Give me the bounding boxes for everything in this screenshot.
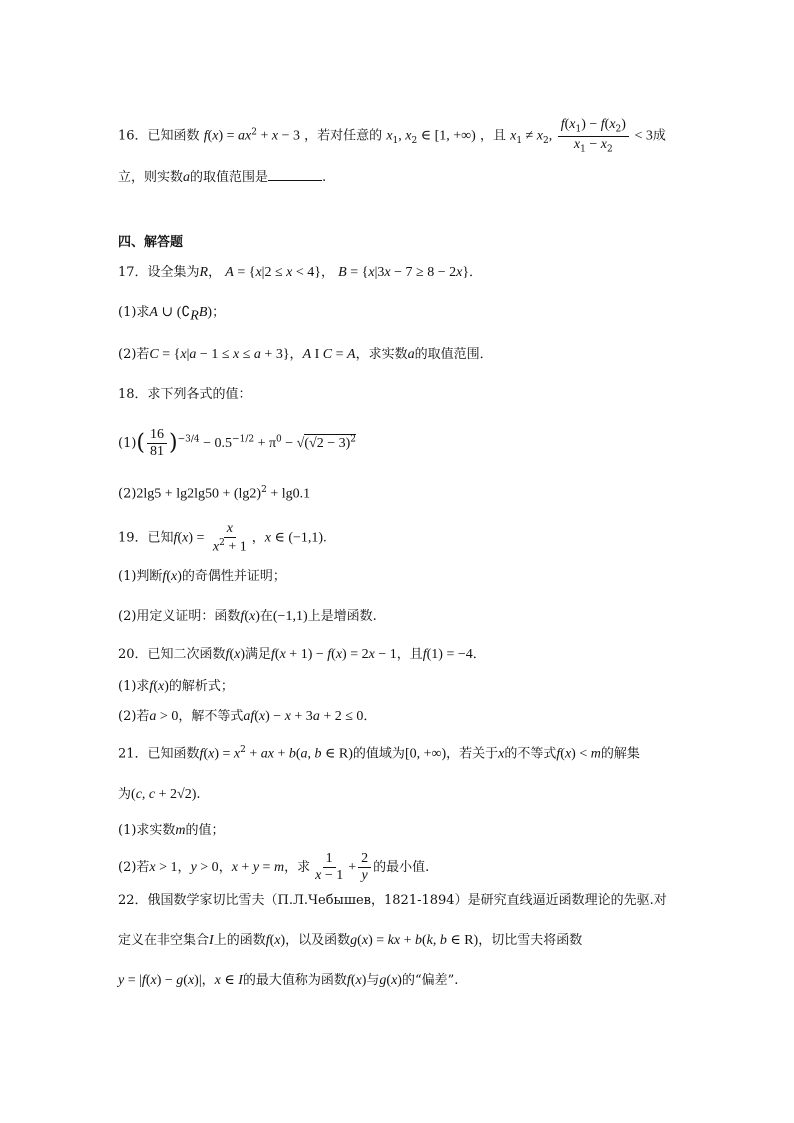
question-16: 16．已知函数 $f(x) = ax^2 + x - 3$ ，若对任意的 $x_1$, $x_2$ ∈ [1, +∞) ，且 $x_1 \ne x_2$, $\frac{f(x_1) - f(x_2)}{x_1 - x_2}$ < 3成 xyxy=(118,117,666,155)
q22-line3-text-d: 的“偏差”. xyxy=(401,973,459,988)
question-20-part-2: (2)若a > 0，解不等式af(x) − x + 3a + 2 ≤ 0． xyxy=(118,709,377,724)
question-20: 20．已知二次函数f(x)满足f(x + 1) − f(x) = 2x − 1，且f(1) = −4． xyxy=(118,647,486,662)
q20-end: ． xyxy=(472,647,486,662)
q17-p2-text-c: ，求实数 xyxy=(355,347,408,362)
q16-function: f xyxy=(203,128,208,144)
q19-text-1: ， xyxy=(251,530,265,546)
q19-p2-text-b: 在 xyxy=(259,609,273,624)
q22-line2-text-d: ，切比雪夫将函数 xyxy=(478,933,583,948)
q21-text-1: 的值域为 xyxy=(352,746,405,762)
q17-p1-label: (1)求 xyxy=(118,305,150,320)
q21-end: . xyxy=(196,787,201,802)
q20-number: 20．已知二次函数 xyxy=(118,647,226,662)
q21-text-2: ，若关于 xyxy=(446,746,499,762)
q19-number: 19．已知 xyxy=(118,530,174,546)
question-16-line-2: 立，则实数a的取值范围是 . xyxy=(118,170,327,185)
q21-number: 21．已知函数 xyxy=(118,746,200,762)
q20-text-1: 满足 xyxy=(245,647,272,662)
q21-p1-label: (1)求实数 xyxy=(118,823,176,838)
question-22-line-2: 定义在非空集合I上的函数f(x)，以及函数g(x) = kx + b(k, b ∈ R)，切比雪夫将函数 xyxy=(118,933,583,948)
q17-end: ． xyxy=(469,265,483,280)
q17-p2-label: (2)若 xyxy=(118,347,150,362)
q16-number: 16．已知函数 xyxy=(118,128,200,144)
q17-p2-text-b: ， xyxy=(289,347,303,362)
question-22-line-3: y = |f(x) − g(x)|，x ∈ I的最大值称为函数f(x)与g(x)的“偏差”. xyxy=(118,973,459,988)
question-19: 19．已知f(x) = $\frac{x}{x^2 + 1}$ ，x ∈ (−1,1). xyxy=(118,521,327,555)
q17-text-1: ， xyxy=(208,265,222,280)
q20-p2-end: ． xyxy=(363,709,377,724)
question-17-part-1: (1)求A ∪ $(∁_RB)$； xyxy=(118,305,226,324)
q21-text-3: 的不等式 xyxy=(504,746,557,762)
q17-p2-text-d: 的取值范围． xyxy=(414,347,493,362)
q20-p1-text: 的解析式； xyxy=(168,679,234,694)
q17-text-2: ， xyxy=(321,265,335,280)
q19-p2-label: (2)用定义证明：函数 xyxy=(118,609,241,624)
q21-p2-text-b: ， xyxy=(177,860,191,875)
question-21-line-2: 为(c, c + 2√2). xyxy=(118,787,201,802)
q22-line3-text-c: 与 xyxy=(366,973,380,988)
q16-text-1: ，若对任意的 xyxy=(304,128,383,144)
q20-p2-label: (2)若 xyxy=(118,709,150,724)
q16-line2-text-b: 的取值范围是 xyxy=(190,170,269,185)
q21-line2-text: 为 xyxy=(118,787,132,802)
question-20-part-1: (1)求f(x)的解析式； xyxy=(118,679,234,694)
question-21-part-1: (1)求实数m的值； xyxy=(118,823,225,838)
q20-p1-label: (1)求 xyxy=(118,679,150,694)
q22-line3-text-b: 的最大值称为函数 xyxy=(242,973,347,988)
q21-p2-text-d: ，求 xyxy=(284,860,311,875)
q17-p1-end: ； xyxy=(212,305,226,320)
q19-p1-label: (1)判断 xyxy=(118,569,163,584)
q16-end: . xyxy=(322,170,327,185)
question-21-part-2: (2)若x > 1，y > 0，x + y = m，求 $\frac{1}{x - 1}$ + $\frac{2}{y}$ 的最小值. xyxy=(118,851,430,883)
q21-p2-label: (2)若 xyxy=(118,860,150,875)
q20-text-2: ，且 xyxy=(396,647,423,662)
q18-p1-label: (1) xyxy=(118,436,137,451)
q19-p1-text: 的奇偶性并证明； xyxy=(181,569,286,584)
q21-text-4: 的解集 xyxy=(600,746,640,762)
question-18-part-1: (1)( $\frac{16}{81}$ )$^{-3/4} - 0.5^{-1/2} + \pi^0 - √(√2 - 3)^2$ xyxy=(118,427,357,459)
q16-text-3: 成 xyxy=(652,128,666,144)
q22-line3-text-a: ， xyxy=(201,973,215,988)
question-17: 17．设全集为R， A = {x|2 ≤ x < 4}， B = {x|3x − 7 ≥ 8 − 2x}． xyxy=(118,265,483,280)
q16-line2-text: 立，则实数 xyxy=(118,170,184,185)
q16-answer-blank[interactable] xyxy=(268,168,322,181)
q22-line2-text-b: 上的函数 xyxy=(213,933,266,948)
question-19-part-2: (2)用定义证明：函数f(x)在(−1,1)上是增函数. xyxy=(118,609,377,624)
q16-fraction: $\frac{f(x_1) - f(x_2)}{x_1 - x_2}$ xyxy=(558,118,629,154)
q21-p2-text-c: ， xyxy=(218,860,232,875)
question-18-part-2: $(2)2\lg 5 + \lg 2\lg 50 + (\lg 2)^2 + \lg 0.1$ xyxy=(118,485,311,502)
q17-number: 17．设全集为 xyxy=(118,265,200,280)
q20-p2-text-b: ，解不等式 xyxy=(178,709,244,724)
q18-p2-label: (2) xyxy=(118,486,137,502)
question-21: 21．已知函数$f(x) = x^2$ + ax + b(a, b ∈ R)的值域为[0, +∞)，若关于x的不等式f(x) < m的解集 xyxy=(118,745,640,762)
question-18: 18．求下列各式的值： xyxy=(118,387,252,402)
question-22: 22．俄国数学家切比雪夫（П.Л.Чебышев，1821-1894）是研究直线逼近函数理论的先驱.对 xyxy=(118,893,667,908)
q22-line2-text-a: 定义在非空集合 xyxy=(118,933,210,948)
question-19-part-1: (1)判断f(x)的奇偶性并证明； xyxy=(118,569,286,584)
q21-p2-text-e: 的最小值. xyxy=(373,860,430,875)
q21-p1-text: 的值； xyxy=(185,823,225,838)
section-4-heading: 四、解答题 xyxy=(118,235,184,250)
q22-line2-text-c: ，以及函数 xyxy=(285,933,351,948)
q16-text-2: ，且 xyxy=(479,128,506,144)
q19-p2-text-c: 上是增函数. xyxy=(307,609,377,624)
question-17-part-2: (2)若C = {x|a − 1 ≤ x ≤ a + 3}，A I C = A，求实数a的取值范围． xyxy=(118,347,493,362)
